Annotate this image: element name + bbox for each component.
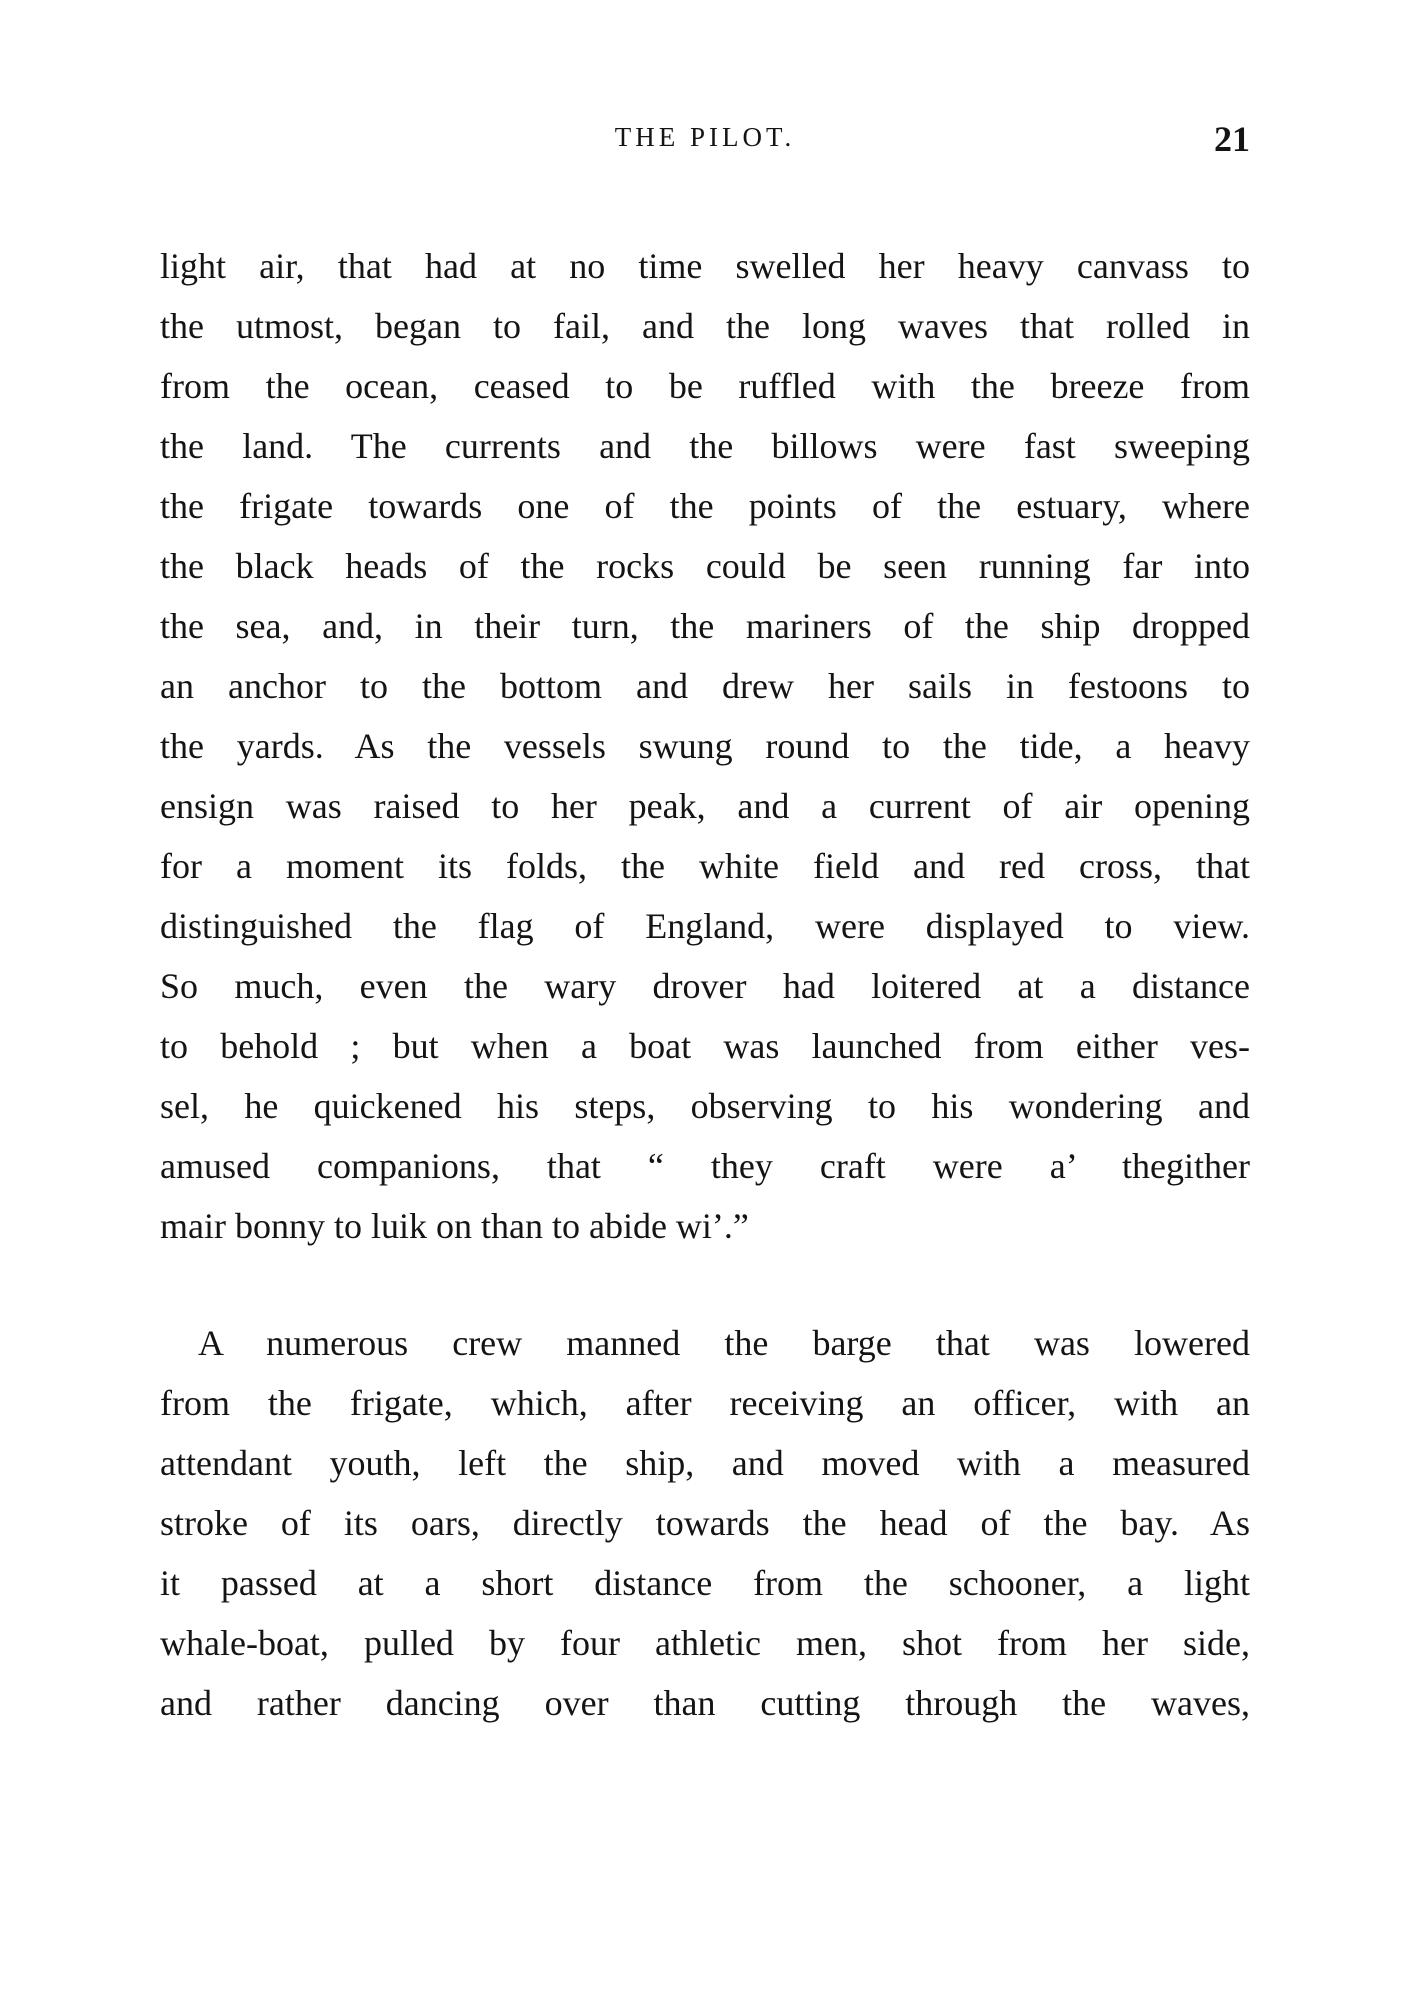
text-line: sel, he quickened his steps, observing to his wondering and: [160, 1086, 1250, 1126]
text-line: stroke of its oars, directly towards the head of the bay. As: [160, 1503, 1250, 1543]
text-line: attendant youth, left the ship, and moved with a measured: [160, 1443, 1250, 1483]
text-line: the sea, and, in their turn, the mariners of the ship dropped: [160, 606, 1250, 646]
text-line: the utmost, began to fail, and the long waves that rolled in: [160, 306, 1250, 346]
paragraph-1: [160, 236, 1250, 1256]
text-line: the black heads of the rocks could be seen running far into: [160, 546, 1250, 586]
text-line: distinguished the flag of England, were displayed to view.: [160, 906, 1250, 946]
text-line: the yards. As the vessels swung round to the tide, a heavy: [160, 726, 1250, 766]
paragraph-2: [160, 1313, 1250, 1733]
running-title: THE PILOT.: [614, 122, 796, 152]
text-line: it passed at a short distance from the schooner, a light: [160, 1563, 1250, 1603]
running-head: [160, 118, 1250, 158]
text-line: So much, even the wary drover had loitered at a distance: [160, 966, 1250, 1006]
text-line: an anchor to the bottom and drew her sails in festoons to: [160, 666, 1250, 706]
text-line: for a moment its folds, the white field and red cross, that: [160, 846, 1250, 886]
page-number: 21: [1214, 119, 1250, 159]
text-line: from the frigate, which, after receiving an officer, with an: [160, 1383, 1250, 1423]
text-line: from the ocean, ceased to be ruffled with the breeze from: [160, 366, 1250, 406]
text-line: A numerous crew manned the barge that was lowered: [198, 1323, 1250, 1363]
text-line: the land. The currents and the billows were fast sweeping: [160, 426, 1250, 466]
text-line: whale-boat, pulled by four athletic men, shot from her side,: [160, 1623, 1250, 1663]
text-line: light air, that had at no time swelled her heavy canvass to: [160, 246, 1250, 286]
text-line: and rather dancing over than cutting through the waves,: [160, 1683, 1250, 1723]
text-line: ensign was raised to her peak, and a current of air opening: [160, 786, 1250, 826]
text-line: mair bonny to luik on than to abide wi’.”: [160, 1206, 749, 1246]
text-line: amused companions, that “ they craft were a’ thegither: [160, 1146, 1250, 1186]
text-line: to behold ; but when a boat was launched from either ves-: [160, 1026, 1250, 1066]
text-line: the frigate towards one of the points of the estuary, where: [160, 486, 1250, 526]
